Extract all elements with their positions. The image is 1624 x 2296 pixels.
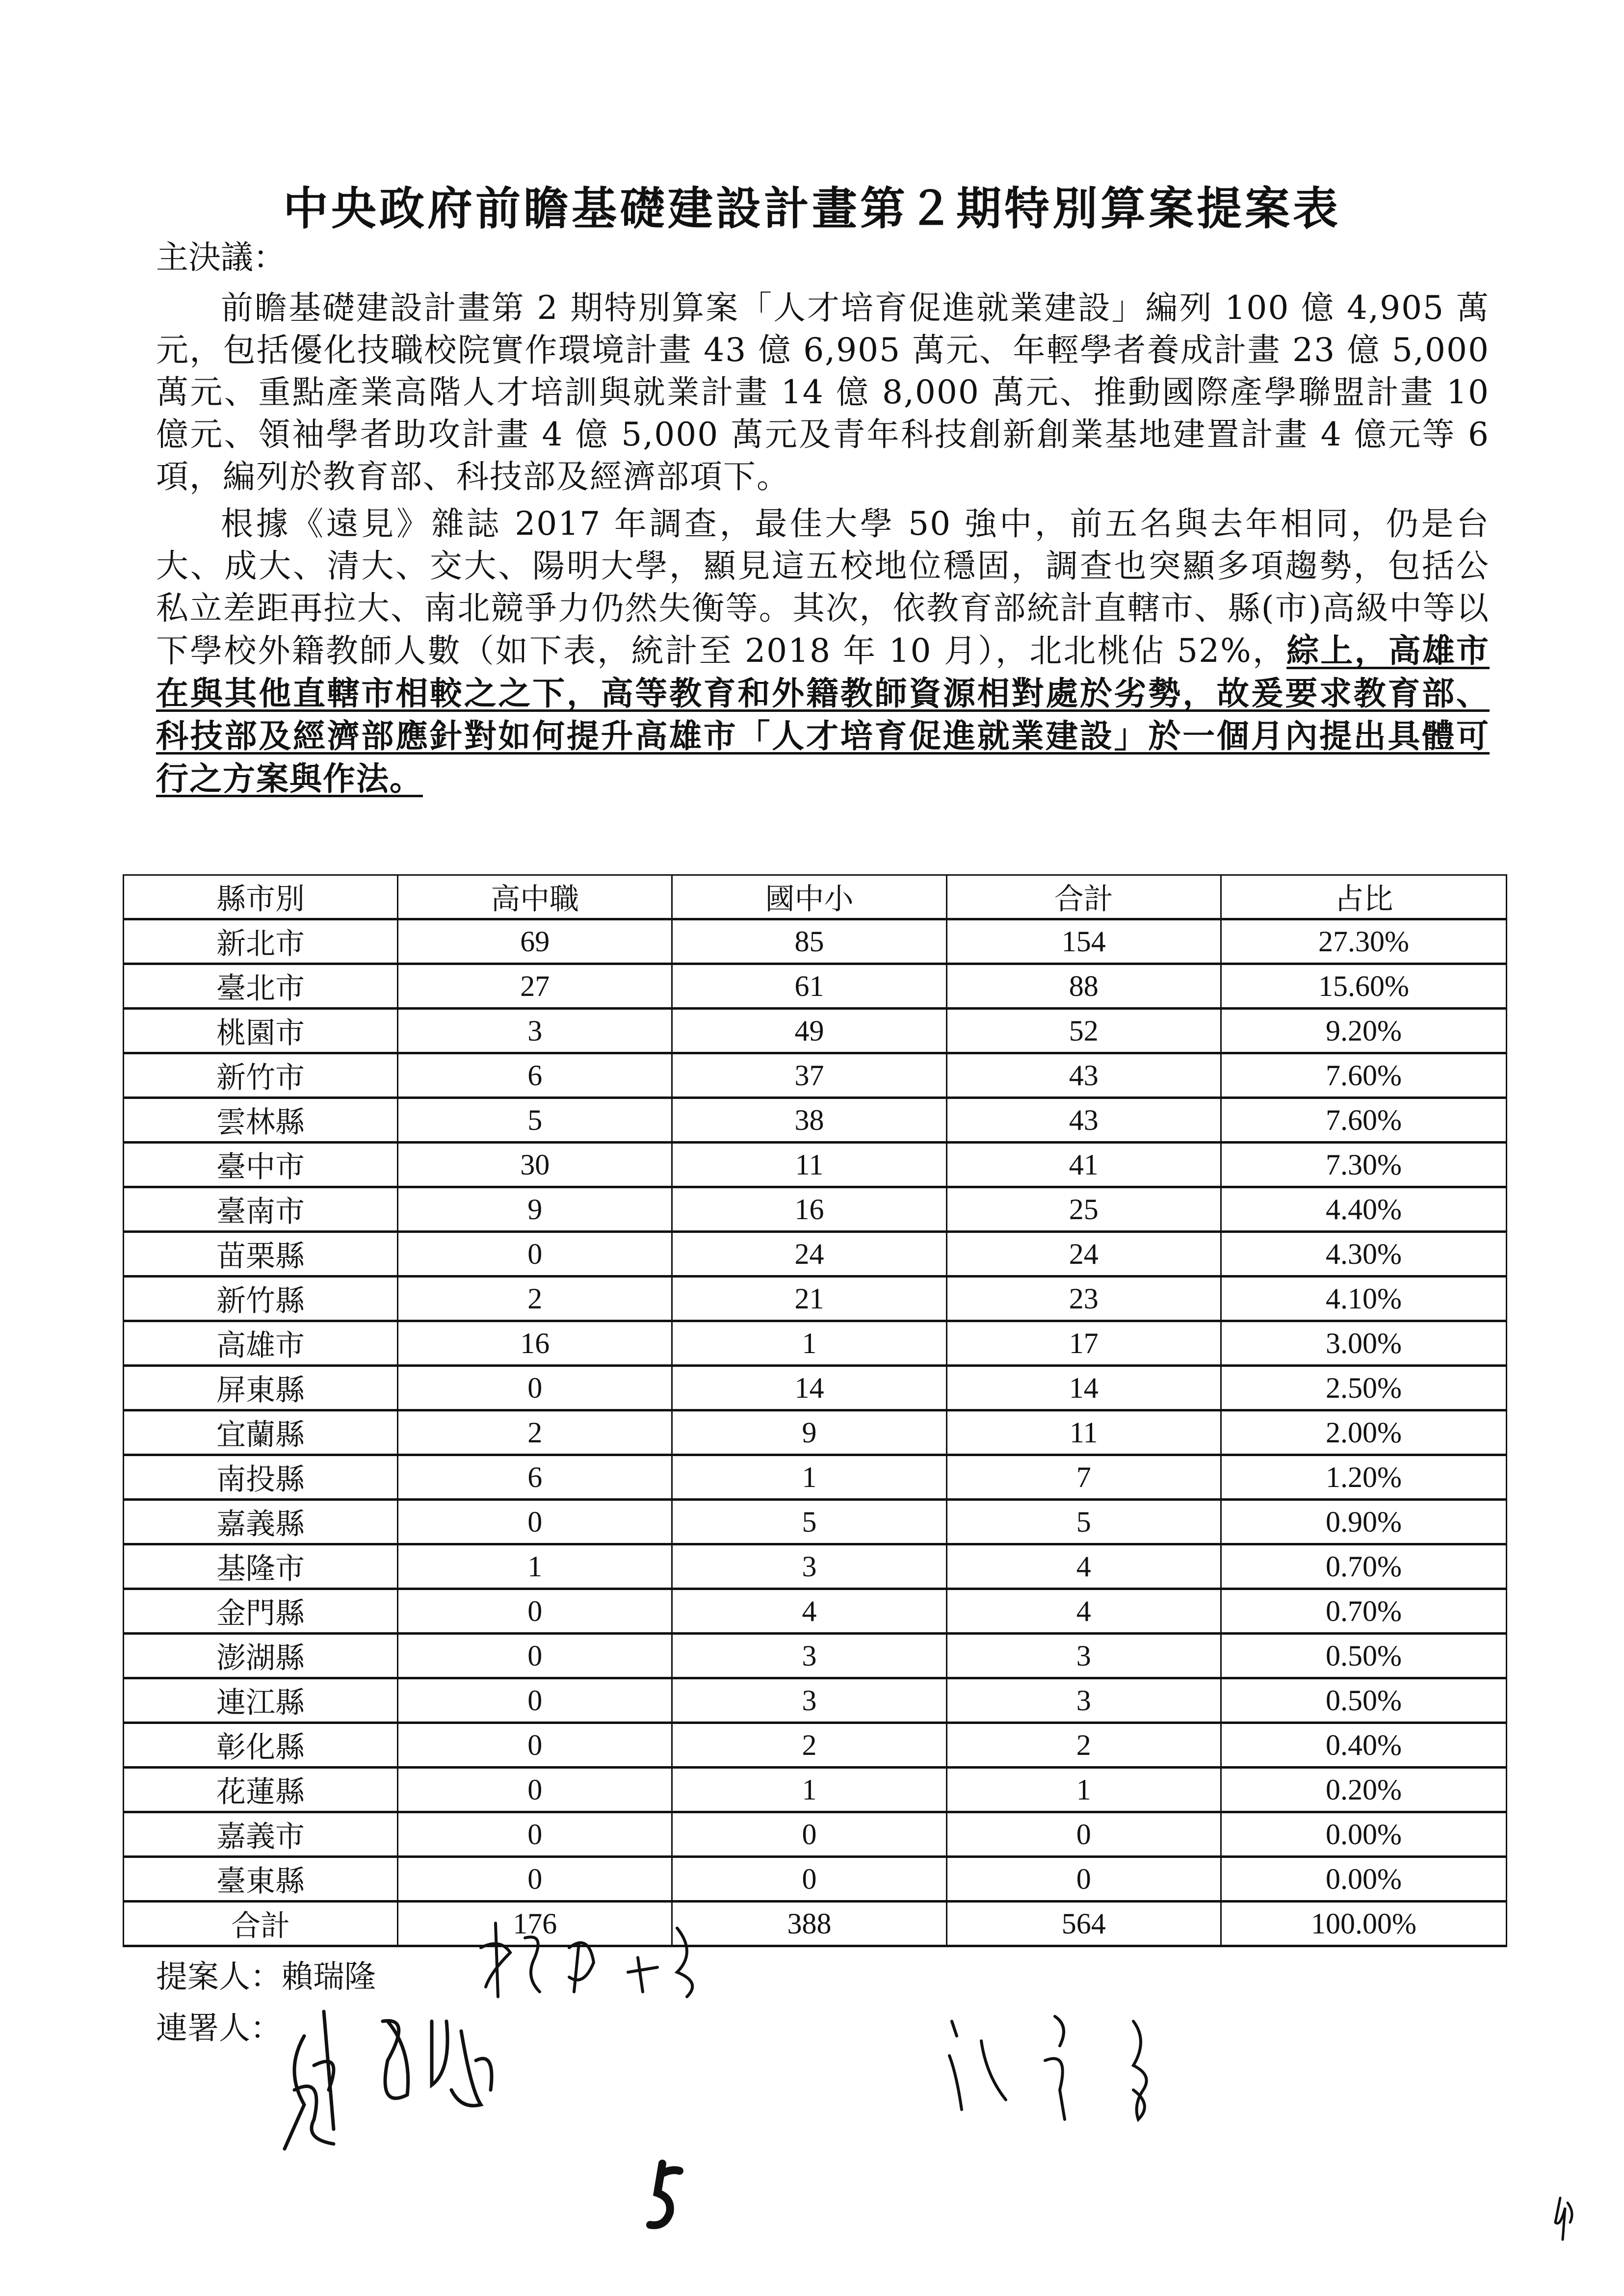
cell-share: 0.20% — [1221, 1768, 1506, 1812]
cell-senior-high: 16 — [398, 1321, 672, 1366]
table-row — [124, 1232, 1507, 1277]
cell-share: 0.70% — [1221, 1544, 1506, 1589]
cell-county: 基隆市 — [124, 1544, 398, 1589]
cell-share: 0.40% — [1221, 1723, 1506, 1768]
cell-senior-high: 69 — [398, 919, 672, 964]
cell-county: 新竹縣 — [124, 1277, 398, 1321]
cell-total: 88 — [946, 964, 1221, 1009]
cell-county: 金門縣 — [124, 1589, 398, 1634]
cell-total: 17 — [946, 1321, 1221, 1366]
table-row — [124, 1143, 1507, 1187]
cell-county: 新竹市 — [124, 1053, 398, 1098]
cell-total: 1 — [946, 1768, 1221, 1812]
cell-county: 嘉義縣 — [124, 1500, 398, 1544]
cell-senior-high: 6 — [398, 1455, 672, 1500]
cell-total: 0 — [946, 1812, 1221, 1857]
cell-senior-high: 0 — [398, 1232, 672, 1277]
table-row — [124, 1009, 1507, 1053]
cell-junior-elementary: 9 — [672, 1410, 946, 1455]
table-row — [124, 1544, 1507, 1589]
cell-senior-high: 9 — [398, 1187, 672, 1232]
table-total-row — [124, 1902, 1507, 1946]
table-row — [124, 1366, 1507, 1410]
cell-share: 7.60% — [1221, 1098, 1506, 1143]
cell-county: 臺中市 — [124, 1143, 398, 1187]
table-row — [124, 1500, 1507, 1544]
cell-junior-elementary: 21 — [672, 1277, 946, 1321]
proposer-label: 提案人：賴瑞隆 — [156, 1959, 376, 1995]
cell-total: 2 — [946, 1723, 1221, 1768]
table-row — [124, 1410, 1507, 1455]
cell-share: 0.00% — [1221, 1812, 1506, 1857]
table-row — [124, 1812, 1507, 1857]
cell-share: 0.50% — [1221, 1678, 1506, 1723]
table-row — [124, 1768, 1507, 1812]
header-total: 合計 — [946, 875, 1221, 919]
cell-junior-elementary: 2 — [672, 1723, 946, 1768]
cell-senior-high: 27 — [398, 964, 672, 1009]
cell-senior-high: 5 — [398, 1098, 672, 1143]
cosigner-signature-2 — [942, 2007, 1217, 2129]
cell-junior-elementary: 11 — [672, 1143, 946, 1187]
cell-senior-high: 3 — [398, 1009, 672, 1053]
handwritten-corner-number — [1550, 2193, 1580, 2242]
cell-county: 嘉義市 — [124, 1812, 398, 1857]
table-row — [124, 1857, 1507, 1902]
cell-senior-high: 30 — [398, 1143, 672, 1187]
cell-senior-high: 0 — [398, 1768, 672, 1812]
cell-junior-elementary: 24 — [672, 1232, 946, 1277]
table-row — [124, 1678, 1507, 1723]
cell-total: 24 — [946, 1232, 1221, 1277]
cell-share: 3.00% — [1221, 1321, 1506, 1366]
cell-county: 連江縣 — [124, 1678, 398, 1723]
cell-senior-high: 2 — [398, 1277, 672, 1321]
cell-junior-elementary: 0 — [672, 1857, 946, 1902]
cell-share: 0.90% — [1221, 1500, 1506, 1544]
cell-total: 41 — [946, 1143, 1221, 1187]
cell-senior-high: 0 — [398, 1500, 672, 1544]
cell-county: 合計 — [124, 1902, 398, 1946]
cell-total: 11 — [946, 1410, 1221, 1455]
cell-senior-high: 2 — [398, 1410, 672, 1455]
cell-share: 4.40% — [1221, 1187, 1506, 1232]
document-title: 中央政府前瞻基礎建設計畫第２期特別算案提案表 — [283, 182, 1341, 235]
cell-junior-elementary: 37 — [672, 1053, 946, 1098]
cell-total: 3 — [946, 1634, 1221, 1678]
table-row — [124, 1455, 1507, 1500]
table-row — [124, 1321, 1507, 1366]
cell-share: 4.10% — [1221, 1277, 1506, 1321]
cell-share: 7.30% — [1221, 1143, 1506, 1187]
cell-junior-elementary: 85 — [672, 919, 946, 964]
header-senior-high: 高中職 — [398, 875, 672, 919]
cell-junior-elementary: 38 — [672, 1098, 946, 1143]
cell-junior-elementary: 61 — [672, 964, 946, 1009]
cell-junior-elementary: 16 — [672, 1187, 946, 1232]
paragraph-budget: 前瞻基礎建設計畫第 2 期特別算案「人才培育促進就業建設」編列 100 億 4,905 萬元，包括優化技職校院實作環境計畫 43 億 6,905 萬元、年輕學者養成計畫 23 億 5,000 萬元、重點產業高階人才培訓與就業計畫 14 億 8,000 萬元、推動國際產學聯盟計畫 10 億元、領袖學者助攻計畫 4 億 5,000 萬元及青年科技創新創業基地建置計畫 4 億元等 6 項，編列於教育部、科技部及經濟部項下。 — [156, 289, 1490, 496]
cosigner-signature-1 — [275, 1992, 594, 2154]
paragraph-survey — [156, 503, 1490, 800]
table-row — [124, 1187, 1507, 1232]
cell-county: 臺北市 — [124, 964, 398, 1009]
cell-senior-high: 6 — [398, 1053, 672, 1098]
cell-share: 0.00% — [1221, 1857, 1506, 1902]
cell-share: 15.60% — [1221, 964, 1506, 1009]
cell-senior-high: 0 — [398, 1857, 672, 1902]
cell-county: 宜蘭縣 — [124, 1410, 398, 1455]
cell-senior-high: 0 — [398, 1678, 672, 1723]
cell-county: 澎湖縣 — [124, 1634, 398, 1678]
cell-county: 苗栗縣 — [124, 1232, 398, 1277]
cell-total: 3 — [946, 1678, 1221, 1723]
cell-county: 雲林縣 — [124, 1098, 398, 1143]
cell-senior-high: 0 — [398, 1812, 672, 1857]
cell-junior-elementary: 3 — [672, 1634, 946, 1678]
cell-senior-high: 0 — [398, 1723, 672, 1768]
cell-county: 臺南市 — [124, 1187, 398, 1232]
cell-total: 4 — [946, 1544, 1221, 1589]
cell-share: 2.50% — [1221, 1366, 1506, 1410]
cell-total: 43 — [946, 1098, 1221, 1143]
cell-share: 9.20% — [1221, 1009, 1506, 1053]
cell-share: 0.50% — [1221, 1634, 1506, 1678]
table-row — [124, 964, 1507, 1009]
cell-junior-elementary: 1 — [672, 1321, 946, 1366]
cell-share: 4.30% — [1221, 1232, 1506, 1277]
cell-total: 52 — [946, 1009, 1221, 1053]
paragraph-survey-emphasis: 綜上，高雄市在與其他直轄市相較之之下，高等教育和外籍教師資源相對處於劣勢，故爰要求教育部、科技部及經濟部應針對如何提升高雄市「人才培育促進就業建設」於一個月內提出具體可行之方案與作法。 — [156, 631, 1490, 798]
cell-senior-high: 0 — [398, 1366, 672, 1410]
cell-junior-elementary: 0 — [672, 1812, 946, 1857]
cell-total: 0 — [946, 1857, 1221, 1902]
cell-senior-high: 0 — [398, 1589, 672, 1634]
cell-county: 新北市 — [124, 919, 398, 964]
cell-total: 5 — [946, 1500, 1221, 1544]
cell-share: 0.70% — [1221, 1589, 1506, 1634]
cell-senior-high: 176 — [398, 1902, 672, 1946]
cell-county: 桃園市 — [124, 1009, 398, 1053]
cell-junior-elementary: 1 — [672, 1455, 946, 1500]
cell-county: 彰化縣 — [124, 1723, 398, 1768]
cell-junior-elementary: 3 — [672, 1544, 946, 1589]
table-row — [124, 1634, 1507, 1678]
handwritten-page-number — [643, 2159, 687, 2237]
cell-share: 27.30% — [1221, 919, 1506, 964]
table-row — [124, 1053, 1507, 1098]
cell-junior-elementary: 388 — [672, 1902, 946, 1946]
cell-share: 100.00% — [1221, 1902, 1506, 1946]
cell-senior-high: 1 — [398, 1544, 672, 1589]
cell-county: 屏東縣 — [124, 1366, 398, 1410]
cell-senior-high: 0 — [398, 1634, 672, 1678]
cell-junior-elementary: 49 — [672, 1009, 946, 1053]
cell-county: 花蓮縣 — [124, 1768, 398, 1812]
paragraph-survey-text: 根據《遠見》雜誌 2017 年調查，最佳大學 50 強中，前五名與去年相同，仍是台大、成大、清大、交大、陽明大學，顯見這五校地位穩固，調查也突顯多項趨勢，包括公私立差距再拉大、南北競爭力仍然失衡等。其次，依教育部統計直轄市、縣(市)高級中等以下學校外籍教師人數（如下表，統計至 2018 年 10 月），北北桃佔 52%， — [156, 505, 1490, 670]
cell-share: 2.00% — [1221, 1410, 1506, 1455]
cell-share: 1.20% — [1221, 1455, 1506, 1500]
cell-junior-elementary: 14 — [672, 1366, 946, 1410]
cell-total: 14 — [946, 1366, 1221, 1410]
cell-total: 25 — [946, 1187, 1221, 1232]
cell-total: 564 — [946, 1902, 1221, 1946]
header-share: 占比 — [1221, 875, 1506, 919]
table-header-row — [124, 875, 1507, 919]
cell-total: 23 — [946, 1277, 1221, 1321]
cell-county: 臺東縣 — [124, 1857, 398, 1902]
cell-junior-elementary: 4 — [672, 1589, 946, 1634]
cell-share: 7.60% — [1221, 1053, 1506, 1098]
table-row — [124, 1723, 1507, 1768]
cell-total: 4 — [946, 1589, 1221, 1634]
cell-total: 7 — [946, 1455, 1221, 1500]
header-junior-elementary: 國中小 — [672, 875, 946, 919]
table-row — [124, 1277, 1507, 1321]
table-row — [124, 919, 1507, 964]
cosigner-label: 連署人： — [156, 2010, 282, 2047]
header-county: 縣市別 — [124, 875, 398, 919]
main-resolution-label: 主決議： — [156, 238, 286, 276]
cell-junior-elementary: 5 — [672, 1500, 946, 1544]
cell-county: 南投縣 — [124, 1455, 398, 1500]
cell-total: 154 — [946, 919, 1221, 964]
cell-junior-elementary: 3 — [672, 1678, 946, 1723]
foreign-teacher-table — [123, 874, 1507, 1947]
table-row — [124, 1589, 1507, 1634]
cell-county: 高雄市 — [124, 1321, 398, 1366]
cell-junior-elementary: 1 — [672, 1768, 946, 1812]
table-row — [124, 1098, 1507, 1143]
cell-total: 43 — [946, 1053, 1221, 1098]
